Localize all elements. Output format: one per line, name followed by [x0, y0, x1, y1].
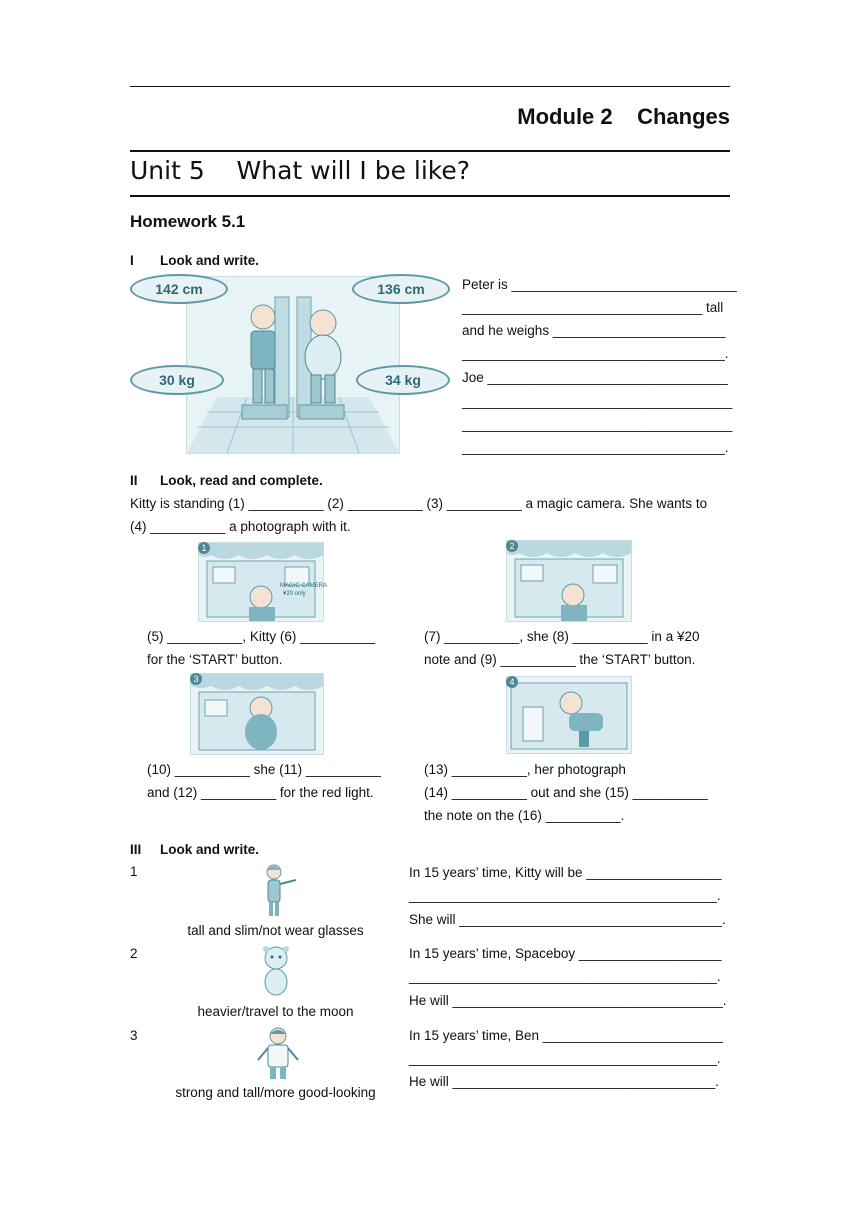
weight-bubble-joe: 34 kg [356, 365, 450, 395]
section-number: II [130, 473, 138, 488]
panel-text[interactable]: for the ‘START’ button. [147, 652, 283, 667]
module-rule [130, 150, 730, 152]
answer-line[interactable]: _________________________________________. [409, 888, 721, 903]
homework-title: Homework 5.1 [130, 212, 246, 231]
camera-panel-4 [506, 676, 632, 754]
camera-panel-3 [190, 673, 324, 755]
item-number: 3 [130, 1028, 138, 1043]
answer-line[interactable]: and he weighs _______________________ [462, 323, 726, 338]
module-title: Module 2 Changes [517, 104, 730, 129]
item-caption: heavier/travel to the moon [197, 1004, 354, 1019]
unit-rule [130, 195, 730, 197]
section-title: Look and write. [160, 842, 260, 857]
answer-line[interactable]: ________________________________ tall [462, 300, 724, 315]
panel-text[interactable]: (13) __________, her photograph [424, 762, 626, 777]
top-rule [130, 86, 730, 87]
panel-text[interactable]: and (12) __________ for the red light. [147, 785, 374, 800]
answer-line[interactable]: Joe ________________________________ [462, 370, 728, 385]
answer-line[interactable]: ___________________________________. [462, 440, 729, 455]
height-bubble-joe: 136 cm [352, 274, 450, 304]
answer-line[interactable]: In 15 years’ time, Spaceboy ___________________ [409, 946, 722, 961]
answer-line[interactable]: ____________________________________ [462, 394, 733, 409]
answer-line[interactable]: _________________________________________. [409, 1051, 721, 1066]
answer-line[interactable]: _________________________________________. [409, 969, 721, 984]
section-1-heading [130, 253, 259, 268]
panel-text[interactable]: (7) __________, she (8) __________ in a ¥20 [424, 629, 700, 644]
answer-line[interactable]: He will ___________________________________. [409, 1074, 720, 1089]
camera-panel-2 [506, 540, 632, 622]
height-bubble-peter: 142 cm [130, 274, 228, 304]
section-title: Look and write. [160, 253, 260, 268]
scales-illustration [186, 276, 400, 454]
unit-title: Unit 5 What will I be like? [130, 156, 471, 185]
answer-line[interactable]: In 15 years’ time, Kitty will be __________________ [409, 865, 722, 880]
item-caption: strong and tall/more good-looking [175, 1085, 376, 1100]
section-title: Look, read and complete. [160, 473, 323, 488]
kitty-figure [256, 862, 304, 918]
panel-badge: 2 [506, 540, 518, 552]
weight-bubble-peter: 30 kg [130, 365, 224, 395]
panel-text[interactable]: (10) __________ she (11) __________ [147, 762, 381, 777]
ben-figure [254, 1026, 302, 1080]
answer-line[interactable]: ____________________________________ [462, 417, 733, 432]
answer-line[interactable]: He will ____________________________________. [409, 993, 727, 1008]
panel-badge: 1 [198, 542, 210, 554]
answer-line[interactable]: ___________________________________. [462, 346, 729, 361]
panel-badge: 3 [190, 673, 202, 685]
panel-text[interactable]: (5) __________, Kitty (6) __________ [147, 629, 376, 644]
item-number: 2 [130, 946, 138, 961]
section-2-heading [130, 473, 323, 488]
answer-line[interactable]: She will ___________________________________. [409, 912, 726, 927]
section-number: III [130, 842, 142, 857]
answer-line[interactable]: In 15 years’ time, Ben ________________________ [409, 1028, 724, 1043]
machine-price: ¥20 only [283, 591, 306, 597]
section-3-heading [130, 842, 259, 857]
panel-badge: 4 [506, 676, 518, 688]
panel-text[interactable]: (14) __________ out and she (15) __________ [424, 785, 708, 800]
item-number: 1 [130, 864, 138, 879]
section-number: I [130, 253, 134, 268]
camera-panel-1 [198, 542, 324, 622]
intro-text[interactable]: (4) __________ a photograph with it. [130, 519, 351, 534]
machine-sign: MAGIC CAMERA [280, 583, 328, 589]
panel-text[interactable]: the note on the (16) __________. [424, 808, 625, 823]
intro-text[interactable]: Kitty is standing (1) __________ (2) __________ (3) __________ a magic camera. She wants to [130, 496, 708, 511]
answer-line[interactable]: Peter is ______________________________ [462, 277, 737, 292]
panel-text[interactable]: note and (9) __________ the ‘START’ button. [424, 652, 696, 667]
spaceboy-figure [258, 944, 294, 998]
item-caption: tall and slim/not wear glasses [187, 923, 364, 938]
